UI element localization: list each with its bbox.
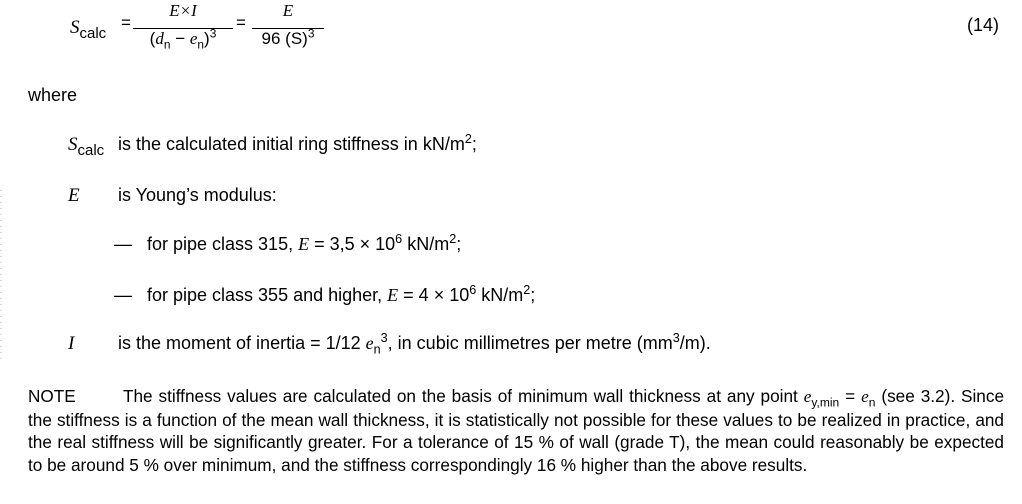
symbol-s-calc: $S_{calc}$: [68, 134, 105, 159]
list-item-text: for pipe class 355 and higher, $E = 4 \times 10^6$ $kN/m^2$;: [147, 283, 536, 305]
dash-bullet: —: [114, 285, 132, 305]
page-edge-marks: [0, 190, 2, 360]
definition-text: is the moment of inertia = 1/12 $e_n^3$, in cubic millimetres per metre $(mm^3/m)$.: [118, 331, 711, 357]
symbol-e: E: [68, 185, 80, 206]
equation-lhs: $S_{calc}$: [70, 17, 107, 42]
fraction-2-denominator: 96 $(S)^3$: [261, 26, 315, 48]
fraction-1-denominator: $(d_n - e_n)^3$: [149, 26, 217, 52]
where-label: where: [28, 85, 78, 105]
equals-sign-2: =: [236, 13, 246, 32]
fraction-2-numerator: E: [282, 1, 294, 20]
dash-bullet: —: [114, 234, 132, 254]
symbol-i: I: [68, 333, 75, 354]
fraction-1-numerator: E×I: [169, 1, 197, 20]
equals-sign-1: =: [121, 13, 131, 32]
equation-number: (14): [967, 15, 1000, 35]
note-paragraph: NOTE The stiffness values are calculated on the basis of minimum wall thickness at any point $e_{y,min} = e_n$ (see 3.2). Since the stiffness is a function of the mean wall thickness, it is statistically not possible for these values to be realized in practice, and the real stiffness will be significantly greater. For a tolerance of 15 % of wall (grade T), the mean could reasonably be expected to be around 5 % over minimum, and the stiffness correspondingly 16 % higher than the above results.: [28, 386, 1004, 475]
list-item-text: for pipe class 315, $E = 3,5 \times 10^6$ $kN/m^2$;: [147, 232, 462, 254]
definition-text: is Young’s modulus:: [118, 185, 277, 205]
note-label: NOTE: [28, 386, 76, 406]
definition-text: is the calculated initial ring stiffness in $kN/m^2$;: [118, 132, 477, 154]
